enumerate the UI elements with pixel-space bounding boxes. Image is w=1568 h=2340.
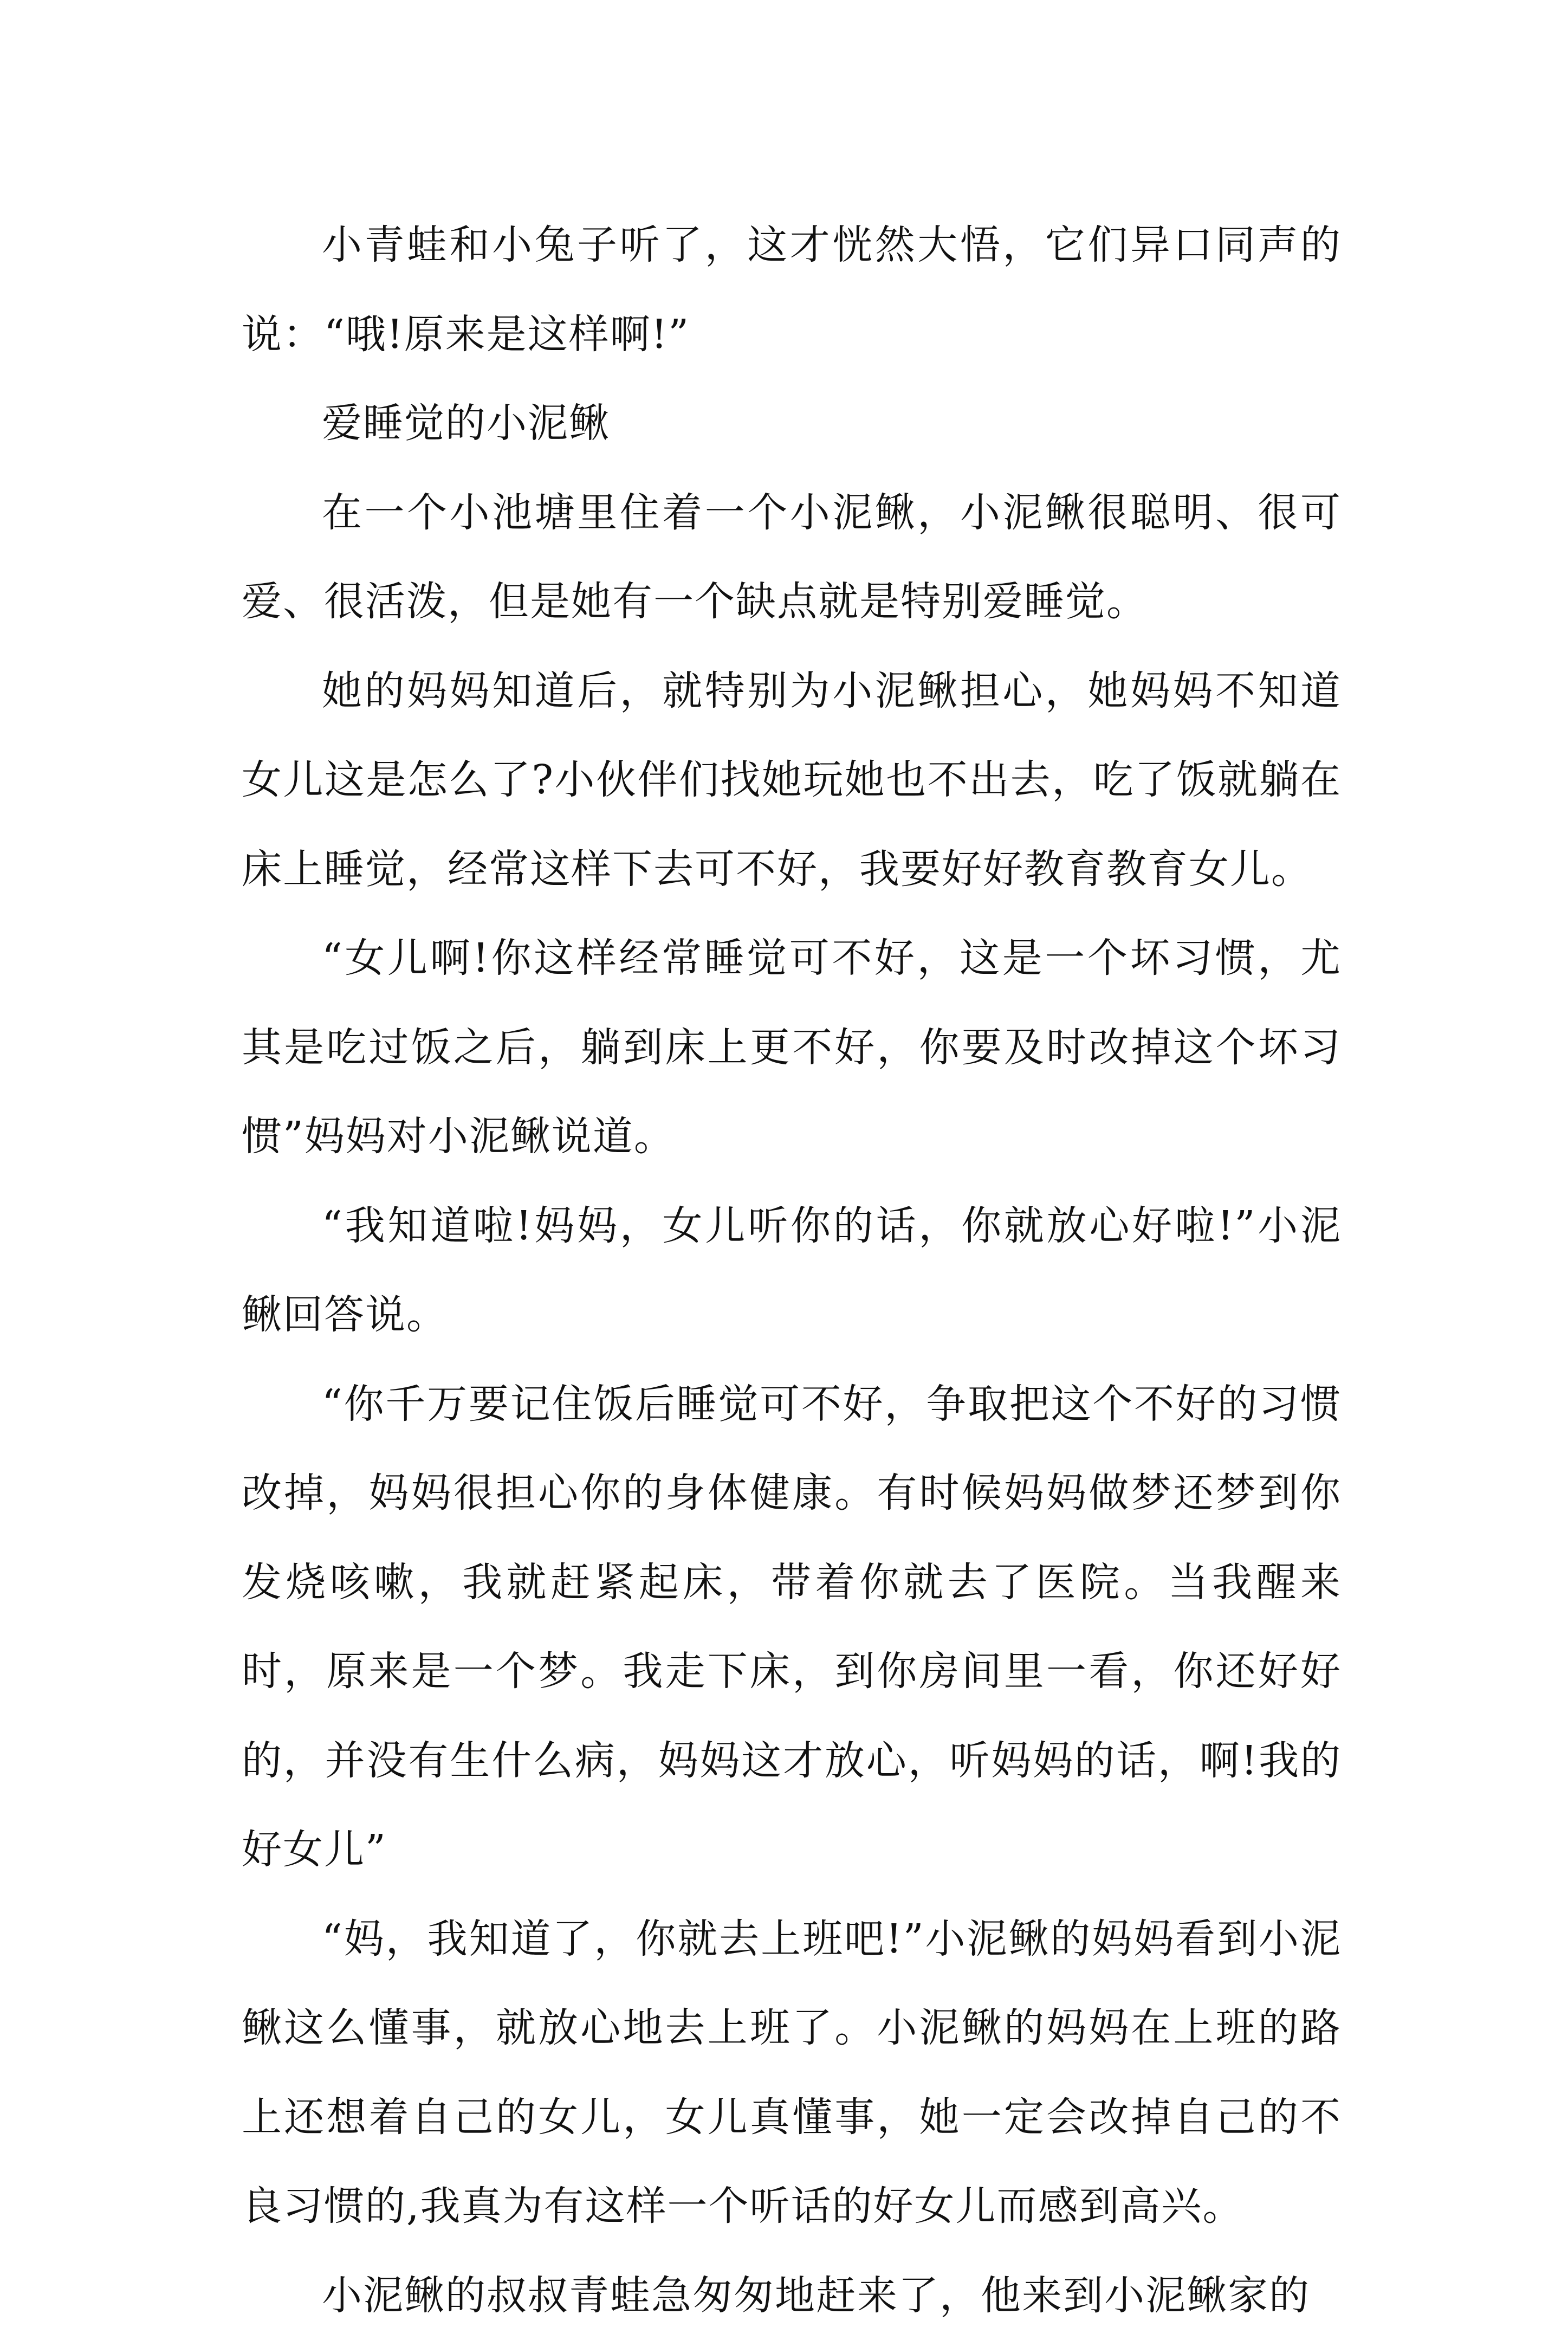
paragraph: “女儿啊!你这样经常睡觉可不好，这是一个坏习惯，尤其是吃过饭之后，躺到床上更不好，你要及时改掉这个坏习惯”妈妈对小泥鳅说道。 — [242, 914, 1342, 1181]
paragraph: “妈，我知道了，你就去上班吧!”小泥鳅的妈妈看到小泥鳅这么懂事，就放心地去上班了。小泥鳅的妈妈在上班的路上还想着自己的女儿，女儿真懂事，她一定会改掉自己的不良习惯的,我真为有这样一个听话的好女儿而感到高兴。 — [242, 1895, 1342, 2251]
paragraph: “你千万要记住饭后睡觉可不好，争取把这个不好的习惯改掉，妈妈很担心你的身体健康。有时候妈妈做梦还梦到你发烧咳嗽，我就赶紧起床，带着你就去了医院。当我醒来时，原来是一个梦。我走下床，到你房间里一看，你还好好的，并没有生什么病，妈妈这才放心，听妈妈的话，啊!我的好女儿” — [242, 1360, 1342, 1895]
story-title: 爱睡觉的小泥鳅 — [242, 379, 1342, 468]
paragraph: “我知道啦!妈妈，女儿听你的话，你就放心好啦!”小泥鳅回答说。 — [242, 1181, 1342, 1360]
paragraph: 她的妈妈知道后，就特别为小泥鳅担心，她妈妈不知道女儿这是怎么了?小伙伴们找她玩她也不出去，吃了饭就躺在床上睡觉，经常这样下去可不好，我要好好教育教育女儿。 — [242, 647, 1342, 914]
paragraph: 小泥鳅的叔叔青蛙急匆匆地赶来了，他来到小泥鳅家的 — [242, 2251, 1342, 2340]
paragraph: 小青蛙和小兔子听了，这才恍然大悟，它们异口同声的说：“哦!原来是这样啊!” — [242, 201, 1342, 379]
document-body — [242, 201, 1342, 2340]
paragraph: 在一个小池塘里住着一个小泥鳅，小泥鳅很聪明、很可爱、很活泼，但是她有一个缺点就是特别爱睡觉。 — [242, 468, 1342, 647]
